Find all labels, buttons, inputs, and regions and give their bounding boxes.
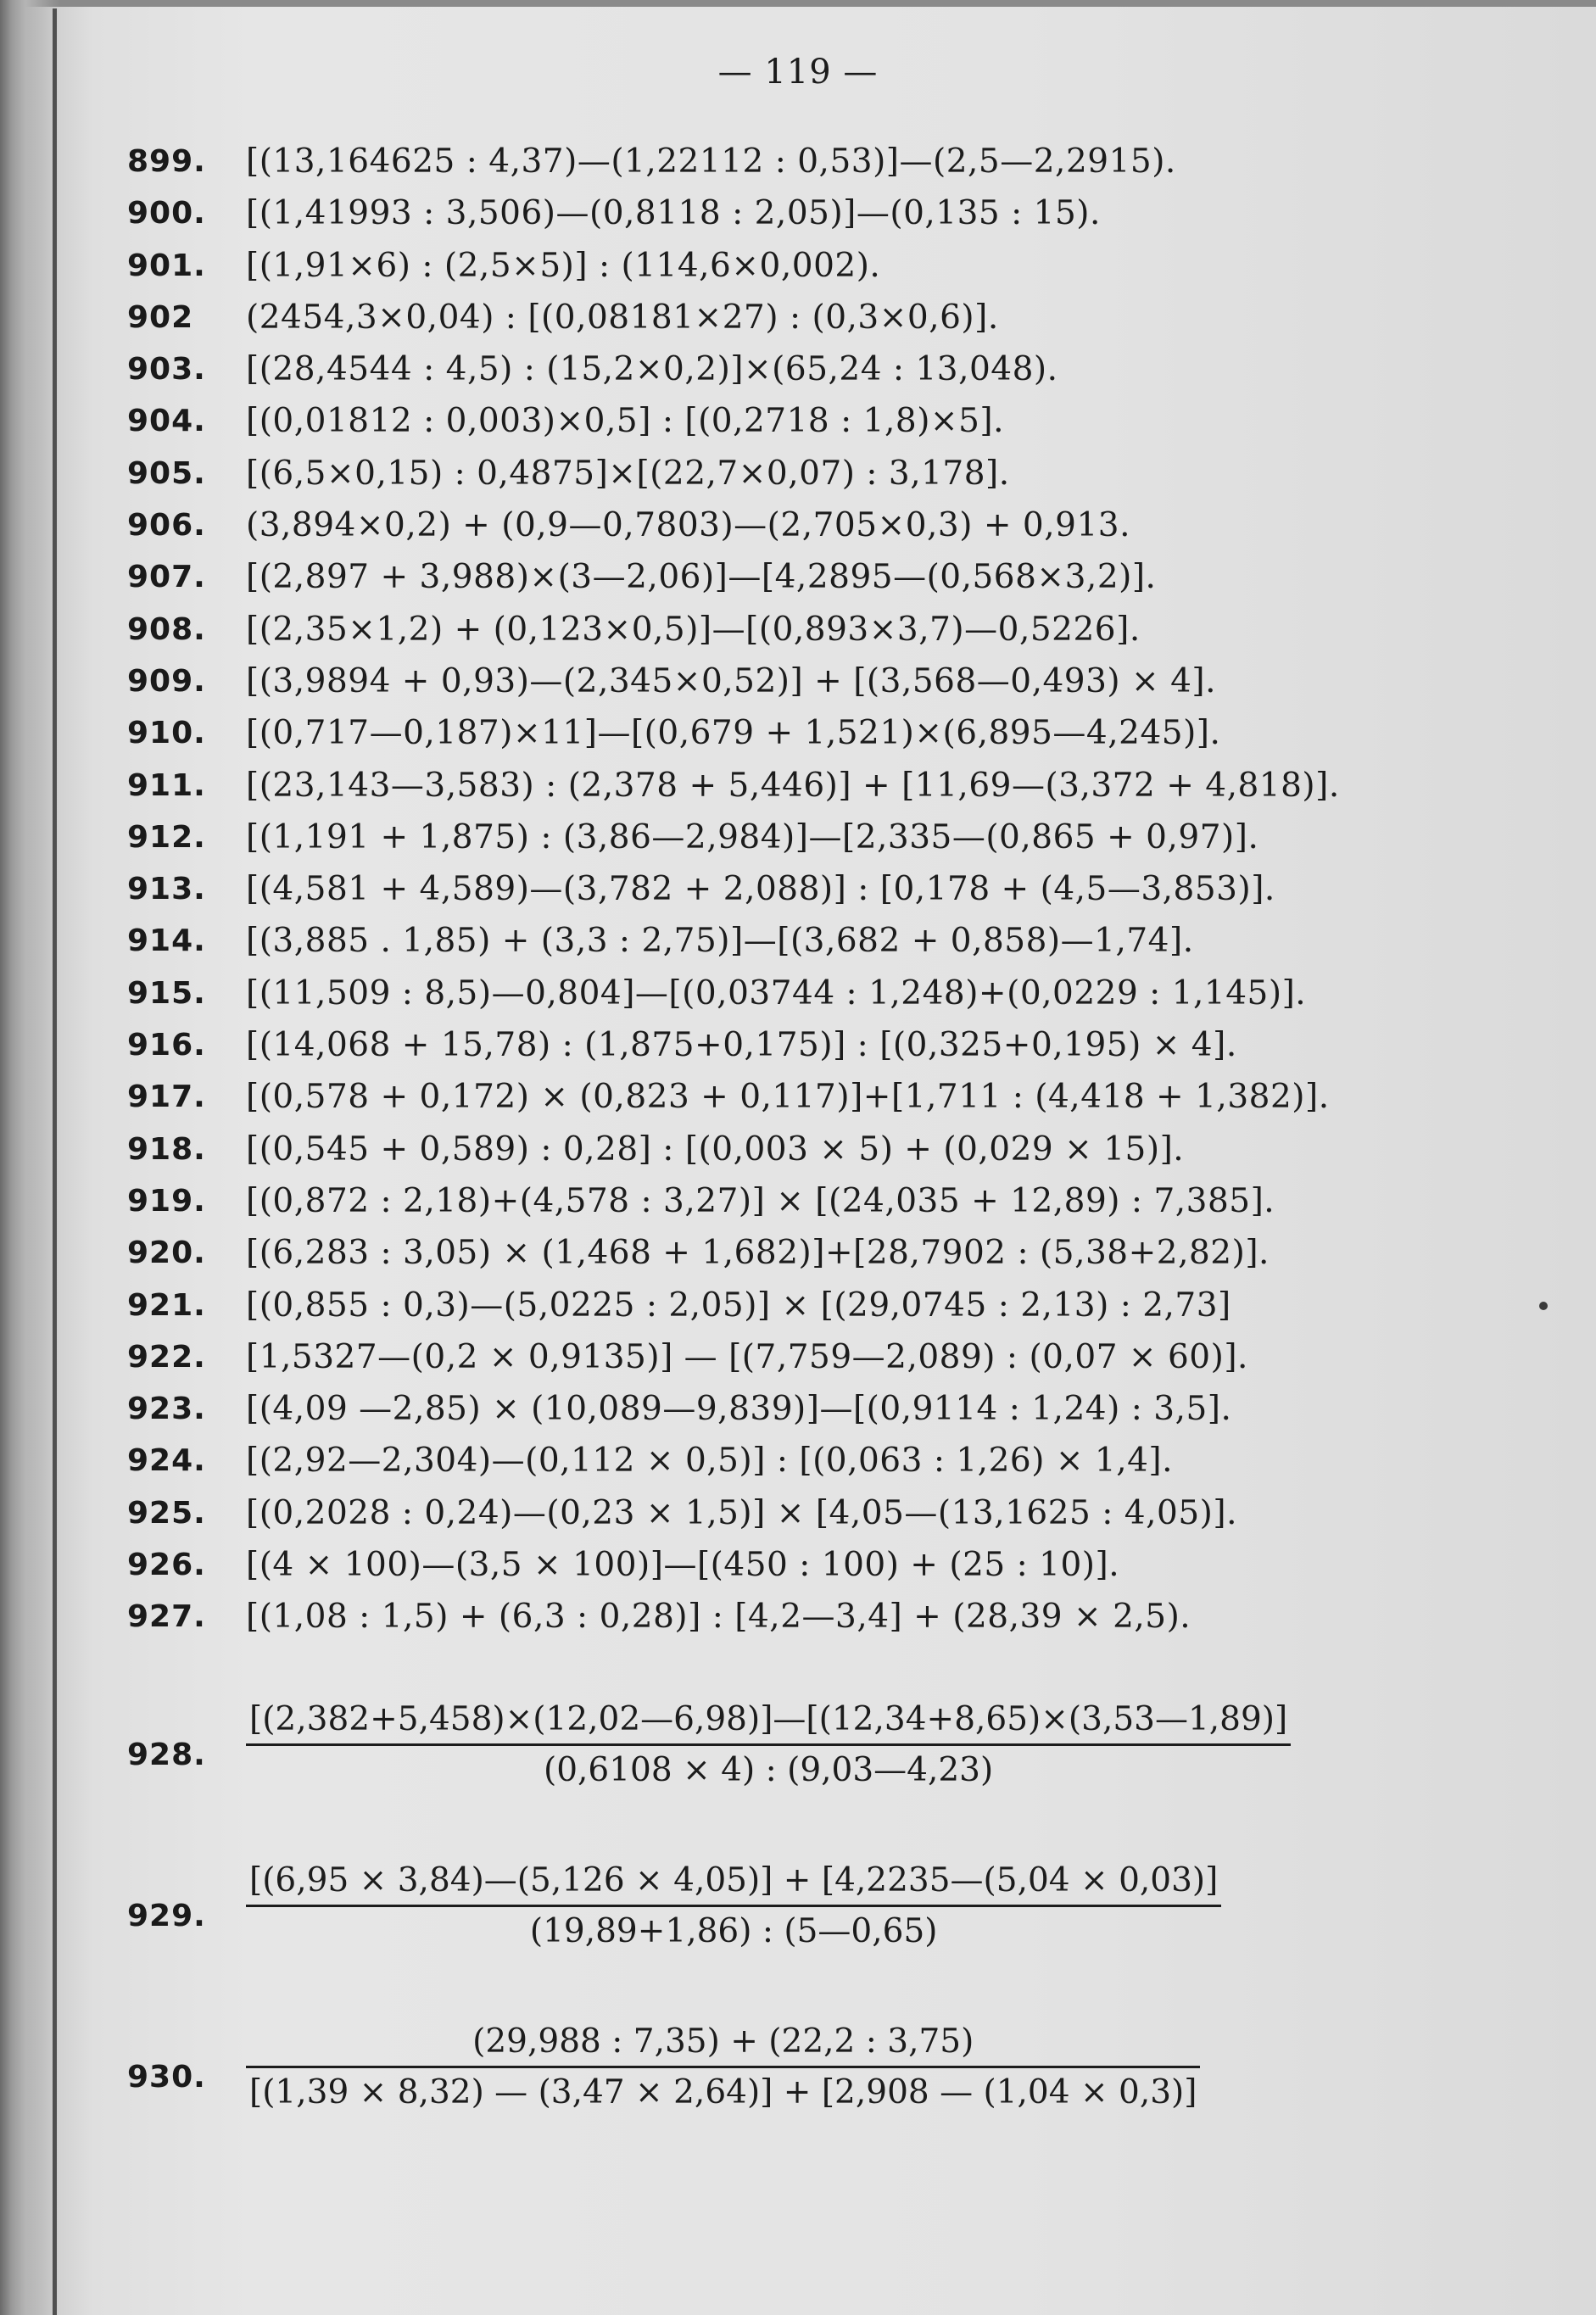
problem-row — [127, 1227, 1450, 1279]
problem-number: 905. — [127, 455, 206, 491]
problem-row — [127, 968, 1450, 1019]
problem-expression: (2454,3×0,04) : [(0,08181×27) : (0,3×0,6)]. — [246, 298, 999, 337]
problem-expression: [(0,545 + 0,589) : 0,28] : [(0,003 × 5) + (0,029 × 15)]. — [246, 1130, 1185, 1169]
problem-row — [127, 136, 1450, 187]
problem-row — [127, 499, 1450, 551]
problem-number: 924. — [127, 1443, 206, 1479]
page-number: — 119 — — [717, 53, 879, 92]
problem-row — [127, 1383, 1450, 1435]
problem-number: 911. — [127, 767, 206, 803]
problem-number: 920. — [127, 1236, 206, 1271]
fraction-denominator: [(1,39 × 8,32) — (3,47 × 2,64)] + [2,908 — (1,04 × 0,3)] — [249, 2073, 1197, 2111]
problem-expression: [1,5327—(0,2 × 0,9135)] — [(7,759—2,089) : (0,07 × 60)]. — [246, 1337, 1248, 1376]
problem-number: 929. — [127, 1899, 206, 1933]
problem-row — [127, 343, 1450, 395]
problem-expression: [(0,855 : 0,3)—(5,0225 : 2,05)] × [(29,0745 : 2,13) : 2,73] — [246, 1286, 1231, 1325]
problem-expression: [(3,9894 + 0,93)—(2,345×0,52)] + [(3,568—0,493) × 4]. — [246, 661, 1217, 700]
problem-row — [127, 812, 1450, 863]
problem-row — [127, 1124, 1450, 1175]
ink-speck — [1539, 1302, 1548, 1310]
problem-expression: [(2,35×1,2) + (0,123×0,5)]—[(0,893×3,7)—0,5226]. — [246, 610, 1141, 649]
problem-number: 910. — [127, 716, 206, 751]
problem-number: 915. — [127, 975, 206, 1011]
problem-number: 901. — [127, 248, 206, 283]
problem-number: 921. — [127, 1287, 206, 1323]
problem-row — [127, 1435, 1450, 1487]
problem-expression: [(6,5×0,15) : 0,4875]×[(22,7×0,07) : 3,178]. — [246, 454, 1010, 493]
problem-number: 919. — [127, 1183, 206, 1219]
problem-expression: [(1,91×6) : (2,5×5)] : (114,6×0,002). — [246, 246, 881, 285]
problem-expression: (3,894×0,2) + (0,9—0,7803)—(2,705×0,3) + 0,913. — [246, 506, 1130, 545]
fraction — [246, 1700, 1291, 1789]
fraction-numerator: [(6,95 × 3,84)—(5,126 × 4,05)] + [4,2235—(5,04 × 0,03)] — [249, 1861, 1219, 1899]
problem-expression: [(2,897 + 3,988)×(3—2,06)]—[4,2895—(0,568×3,2)]. — [246, 558, 1157, 597]
problem-number: 916. — [127, 1028, 206, 1063]
problem-row — [127, 551, 1450, 603]
problem-number: 928. — [127, 1738, 206, 1772]
problem-row — [127, 1071, 1450, 1123]
problem-expression: [(23,143—3,583) : (2,378 + 5,446)] + [11,69—(3,372 + 4,818)]. — [246, 766, 1340, 805]
problem-expression: [(6,283 : 3,05) × (1,468 + 1,682)]+[28,7902 : (5,38+2,82)]. — [246, 1234, 1270, 1273]
problem-row — [127, 1019, 1450, 1071]
problem-number: 906. — [127, 508, 206, 544]
problem-number: 907. — [127, 560, 206, 595]
problem-expression: [(0,872 : 2,18)+(4,578 : 3,27)] × [(24,035 + 12,89) : 7,385]. — [246, 1181, 1275, 1220]
problem-expression: [(1,191 + 1,875) : (3,86—2,984)]—[2,335—(0,865 + 0,97)]. — [246, 817, 1259, 856]
problem-expression: [(3,885 . 1,85) + (3,3 : 2,75)]—[(3,682 + 0,858)—1,74]. — [246, 922, 1194, 961]
problem-list — [127, 136, 1450, 1643]
binding-edge — [53, 8, 57, 2315]
problem-row — [127, 1539, 1450, 1591]
problem-row — [127, 1280, 1450, 1331]
problem-number: 927. — [127, 1599, 206, 1635]
problem-number: 926. — [127, 1548, 206, 1583]
problem-expression: [(28,4544 : 4,5) : (15,2×0,2)]×(65,24 : 13,048). — [246, 350, 1058, 389]
fraction-numerator: (29,988 : 7,35) + (22,2 : 3,75) — [472, 2022, 974, 2061]
problem-expression: [(4 × 100)—(3,5 × 100)]—[(450 : 100) + (25 : 10)]. — [246, 1546, 1120, 1585]
problem-number: 908. — [127, 611, 206, 647]
problem-expression: [(14,068 + 15,78) : (1,875+0,175)] : [(0,325+0,195) × 4]. — [246, 1026, 1237, 1065]
problem-expression: [(4,09 —2,85) × (10,089—9,839)]—[(0,9114 : 1,24) : 3,5]. — [246, 1390, 1232, 1429]
problem-row — [127, 448, 1450, 499]
problem-row — [127, 1175, 1450, 1227]
fraction — [246, 2022, 1200, 2111]
problem-row — [127, 187, 1450, 239]
problem-number: 917. — [127, 1079, 206, 1115]
fraction-denominator: (19,89+1,86) : (5—0,65) — [529, 1912, 938, 1950]
problem-row — [127, 604, 1450, 655]
problem-row — [127, 240, 1450, 292]
problem-row — [127, 655, 1450, 707]
problem-number: 909. — [127, 663, 206, 699]
fraction-problem — [127, 1700, 1467, 1810]
fraction-numerator: [(2,382+5,458)×(12,02—6,98)]—[(12,34+8,65)×(3,53—1,89)] — [249, 1700, 1288, 1738]
problem-expression: [(0,01812 : 0,003)×0,5] : [(0,2718 : 1,8)×5]. — [246, 402, 1005, 441]
fraction-denominator: (0,6108 × 4) : (9,03—4,23) — [544, 1751, 994, 1789]
problem-number: 930. — [127, 2060, 206, 2095]
problem-expression: [(13,164625 : 4,37)—(1,22112 : 0,53)]—(2,5—2,2915). — [246, 142, 1176, 181]
problem-row — [127, 760, 1450, 812]
fraction-problem — [127, 2022, 1467, 2133]
problem-number: 900. — [127, 196, 206, 232]
problem-row — [127, 915, 1450, 967]
problem-expression: [(0,578 + 0,172) × (0,823 + 0,117)]+[1,711 : (4,418 + 1,382)]. — [246, 1078, 1330, 1117]
problem-expression: [(1,41993 : 3,506)—(0,8118 : 2,05)]—(0,135 : 15). — [246, 194, 1101, 233]
problem-expression: [(4,581 + 4,589)—(3,782 + 2,088)] : [0,178 + (4,5—3,853)]. — [246, 870, 1275, 909]
problem-number: 922. — [127, 1339, 206, 1375]
problem-number: 914. — [127, 923, 206, 959]
problem-row — [127, 863, 1450, 915]
problem-number: 925. — [127, 1495, 206, 1531]
problem-expression: [(2,92—2,304)—(0,112 × 0,5)] : [(0,063 : 1,26) × 1,4]. — [246, 1442, 1174, 1481]
problem-expression: [(11,509 : 8,5)—0,804]—[(0,03744 : 1,248)+(0,0229 : 1,145)]. — [246, 973, 1307, 1012]
problem-expression: [(0,717—0,187)×11]—[(0,679 + 1,521)×(6,895—4,245)]. — [246, 714, 1221, 753]
problem-row — [127, 1487, 1450, 1539]
problem-number: 904. — [127, 404, 206, 439]
problem-number: 899. — [127, 144, 206, 179]
page-top-edge — [0, 0, 1596, 7]
problem-number: 913. — [127, 872, 206, 907]
problem-number: 918. — [127, 1131, 206, 1167]
problem-row — [127, 707, 1450, 759]
problem-row — [127, 292, 1450, 343]
problem-expression: [(0,2028 : 0,24)—(0,23 × 1,5)] × [4,05—(13,1625 : 4,05)]. — [246, 1493, 1237, 1532]
problem-number: 923. — [127, 1392, 206, 1427]
binding-shadow — [0, 0, 59, 2315]
problem-expression: [(1,08 : 1,5) + (6,3 : 0,28)] : [4,2—3,4] + (28,39 × 2,5). — [246, 1598, 1191, 1637]
fraction — [246, 1861, 1221, 1950]
problem-row — [127, 395, 1450, 447]
problem-number: 912. — [127, 819, 206, 855]
fraction-problem — [127, 1861, 1467, 1972]
problem-number: 902 — [127, 299, 194, 335]
problem-row — [127, 1591, 1450, 1643]
problem-row — [127, 1331, 1450, 1383]
problem-number: 903. — [127, 352, 206, 388]
